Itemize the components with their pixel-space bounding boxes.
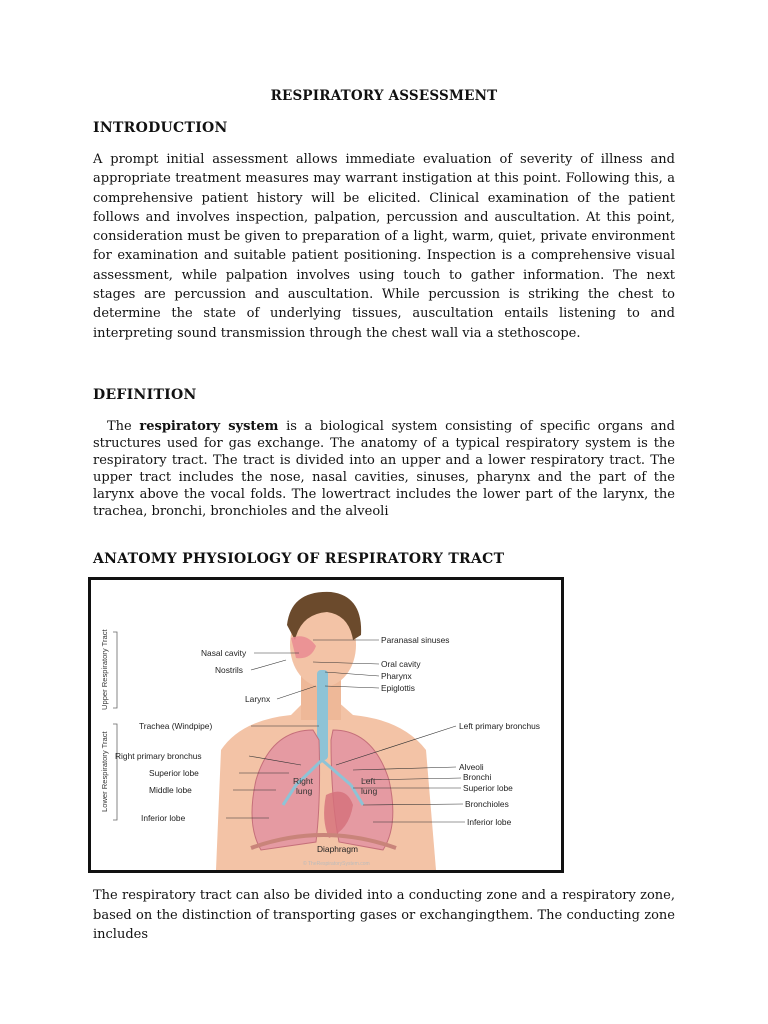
heading-introduction: INTRODUCTION: [93, 120, 228, 136]
label-nasal-cavity: Nasal cavity: [201, 648, 247, 658]
label-bronchi: Bronchi: [463, 772, 492, 782]
introduction-paragraph: A prompt initial assessment allows immediate evaluation of severity of illness and appropriate treatment measures may warrant instigation at this point. Following this, a comprehensive patient history will be elicited. Clinical examination of the patient follows and involves inspection, palpation, percussion and auscultation. At this point, consideration must be given to preparation of a light, warm, quiet, private environment for examination and suitable patient positioning. Inspection is a comprehensive visual assessment, while palpation involves using touch to gather information. The next stages are percussion and auscultation. While percussion is striking the chest to determine the state of underlying tissues, auscultation entails listening to and interpreting sound transmission through the chest wall via a stethoscope.: [93, 152, 675, 341]
label-nostrils: Nostrils: [215, 665, 243, 675]
lower-tract-bracket: [113, 724, 117, 820]
respiratory-anatomy-figure: [88, 577, 564, 873]
label-inferior-lobe-left: Inferior lobe: [141, 813, 186, 823]
label-paranasal-sinuses: Paranasal sinuses: [381, 635, 450, 645]
right-lung-caption-2: lung: [296, 786, 313, 796]
heading-anatomy: ANATOMY PHYSIOLOGY OF RESPIRATORY TRACT: [93, 551, 505, 567]
label-pharynx: Pharynx: [381, 671, 412, 681]
label-larynx: Larynx: [245, 694, 271, 704]
label-superior-lobe-left: Superior lobe: [149, 768, 199, 778]
label-right-primary-bronchus: Right primary bronchus: [115, 751, 202, 761]
page-title: RESPIRATORY ASSESSMENT: [270, 88, 498, 104]
upper-tract-label: Upper Respiratory Tract: [100, 629, 109, 710]
definition-text: is a biological system consisting of specific organs and structures used for gas exchange. The anatomy of a typical respiratory system is the respiratory tract. The tract is divided into an upper and a lower respiratory tract. The upper tract includes the nose, nasal cavities, sinuses, pharynx and the part of the larynx above the vocal folds. The lowertract includes the lower part of the larynx, the trachea, bronchi, bronchioles and the alveoli: [93, 419, 675, 519]
label-left-primary-bronchus: Left primary bronchus: [459, 721, 540, 731]
definition-lead: The: [107, 419, 140, 434]
anatomy-illustration: [91, 580, 561, 870]
label-diaphragm: Diaphragm: [317, 844, 358, 854]
label-superior-lobe-right: Superior lobe: [463, 783, 513, 793]
lower-tract-label: Lower Respiratory Tract: [100, 731, 109, 812]
right-lung-caption-1: Right: [293, 776, 314, 786]
label-trachea: Trachea (Windpipe): [139, 721, 213, 731]
label-oral-cavity: Oral cavity: [381, 659, 421, 669]
left-lung-caption-1: Left: [361, 776, 376, 786]
label-epiglottis: Epiglottis: [381, 683, 415, 693]
definition-paragraph: [93, 418, 675, 520]
figure-watermark: © TheRespiratorySystem.com: [303, 861, 370, 867]
label-inferior-lobe-right: Inferior lobe: [467, 817, 512, 827]
left-lung-caption-2: lung: [361, 786, 378, 796]
label-alveoli: Alveoli: [459, 762, 484, 772]
label-middle-lobe: Middle lobe: [149, 785, 192, 795]
definition-bold-term: respiratory system: [139, 419, 279, 434]
upper-tract-bracket: [113, 632, 117, 708]
anatomy-paragraph: The respiratory tract can also be divided into a conducting zone and a respiratory zone, based on the distinction of transporting gases or exchangingthem. The conducting zone includes: [93, 888, 675, 942]
label-bronchioles: Bronchioles: [465, 799, 509, 809]
heading-definition: DEFINITION: [93, 387, 197, 403]
